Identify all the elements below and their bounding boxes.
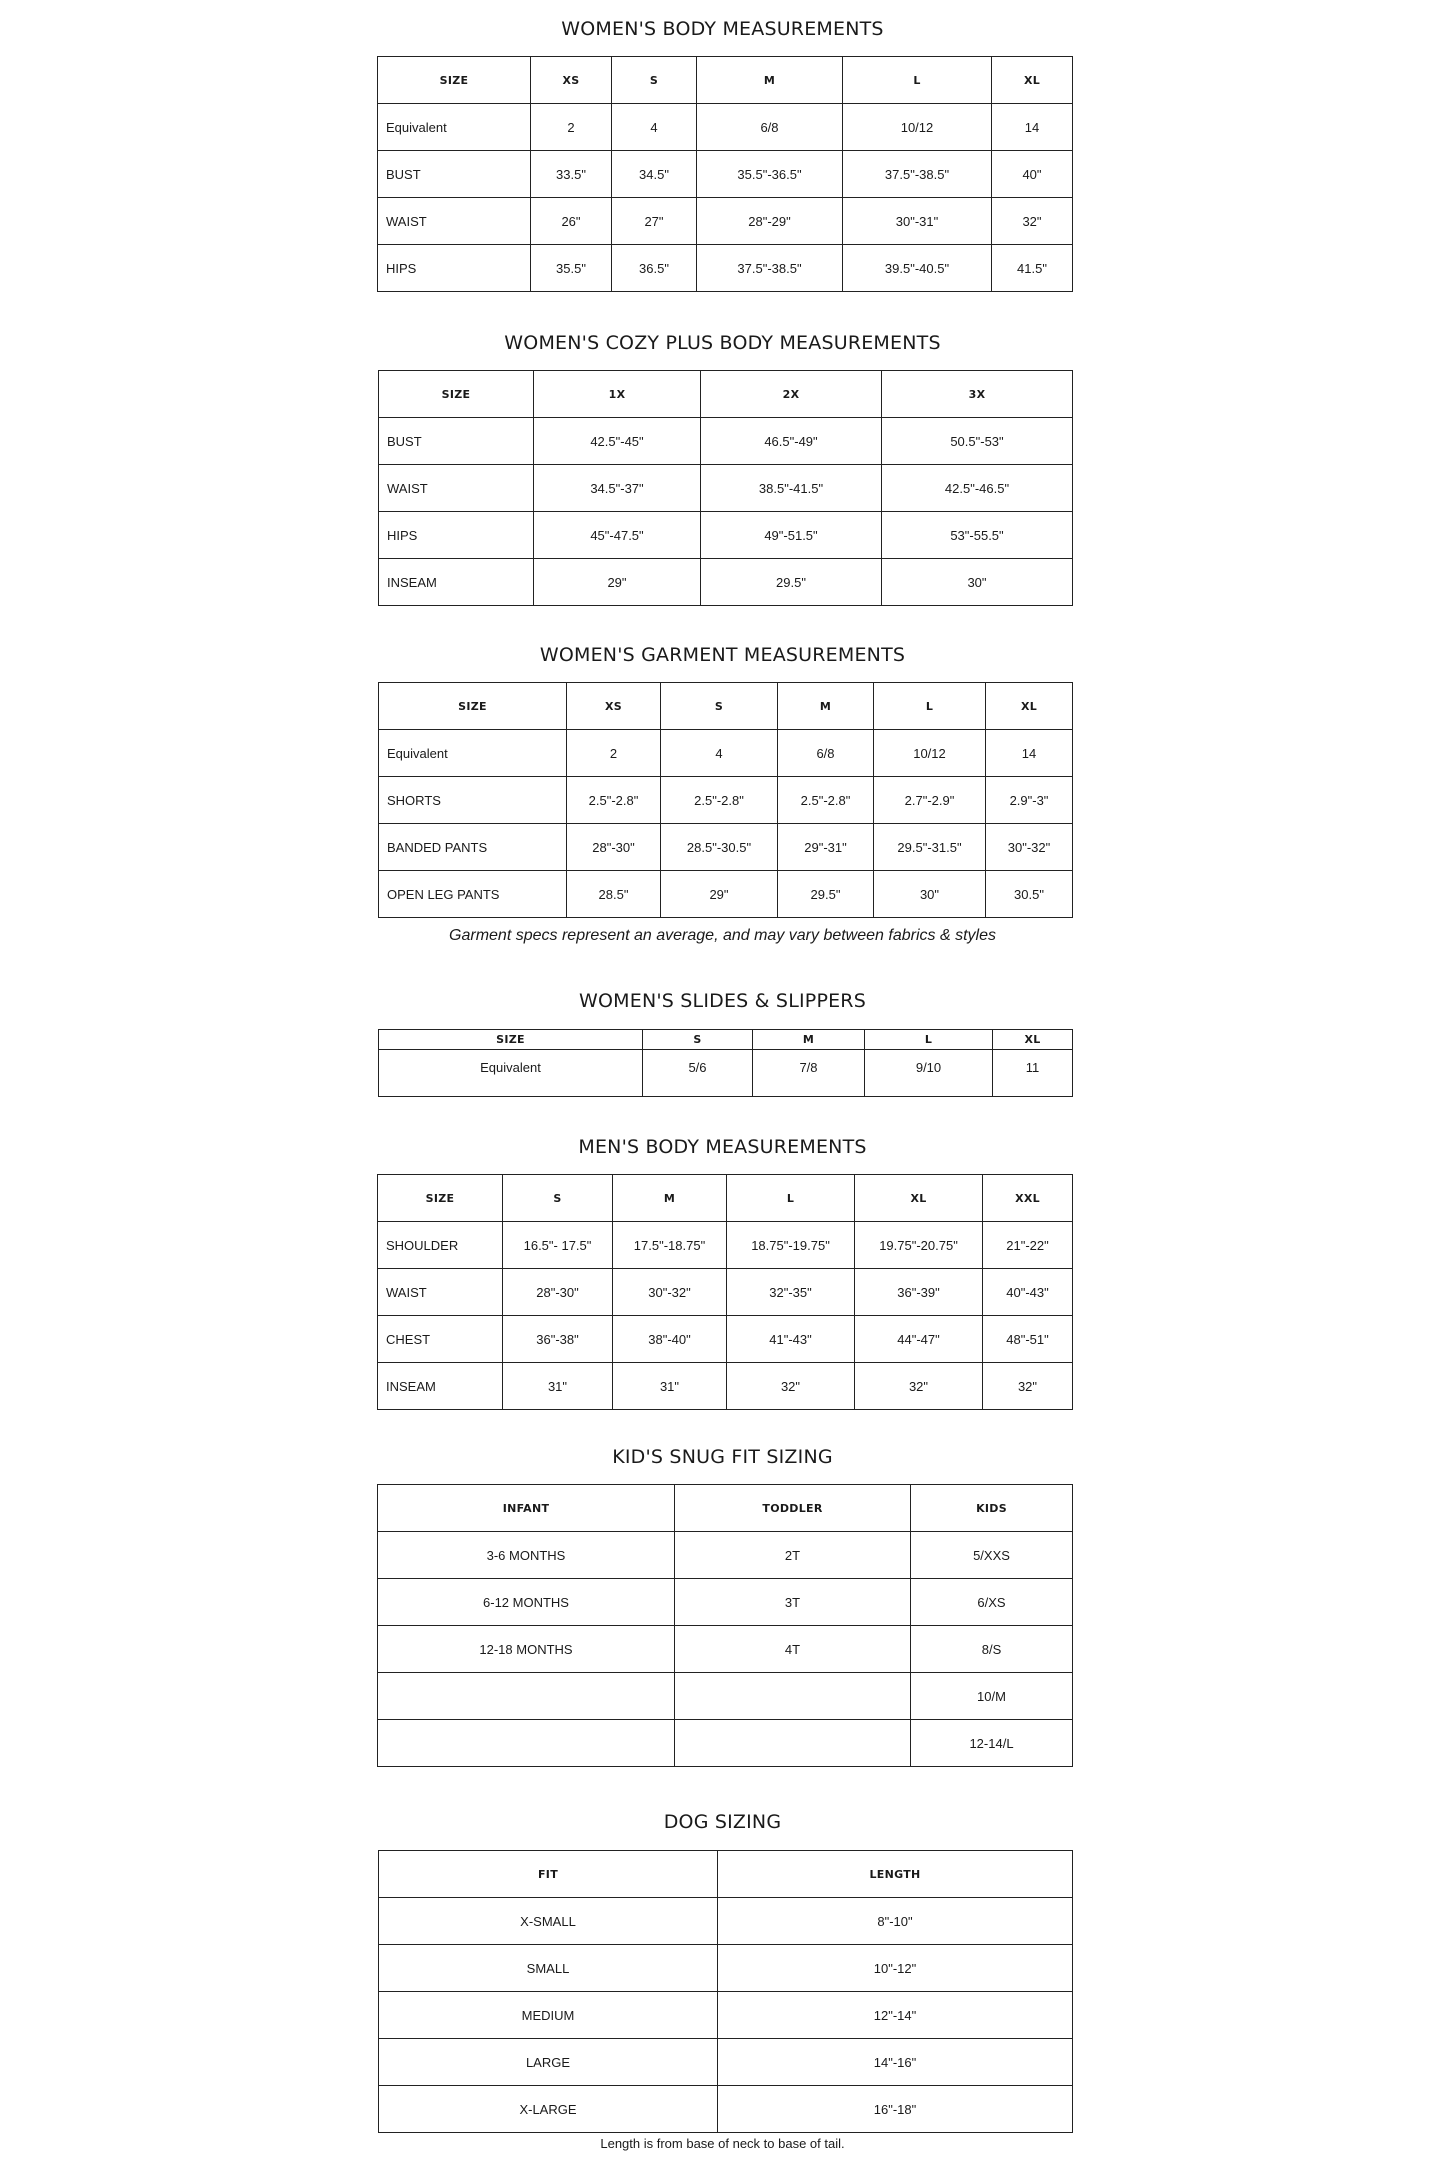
table-cell: 48"-51": [983, 1316, 1073, 1363]
table-cell: 10"-12": [718, 1945, 1073, 1992]
table-cell: 53"-55.5": [882, 512, 1073, 559]
table-cell: 17.5"-18.75": [613, 1222, 727, 1269]
column-header: L: [865, 1030, 993, 1050]
table-cell: [675, 1720, 911, 1767]
table-cell: 32": [992, 198, 1073, 245]
table-cell: 38.5"-41.5": [701, 465, 882, 512]
row-label: WAIST: [379, 465, 534, 512]
column-header: 2X: [701, 371, 882, 418]
table-cell: 5/6: [643, 1050, 753, 1097]
table-cell: 10/M: [911, 1673, 1073, 1720]
table-row: [379, 418, 1073, 465]
table-cell: [378, 1720, 675, 1767]
table-row: [379, 1050, 1073, 1097]
table-cell: [378, 1673, 675, 1720]
table-cell: 2.5"-2.8": [661, 777, 778, 824]
column-header: SIZE: [379, 1030, 643, 1050]
table-row: [378, 1720, 1073, 1767]
table-header-row: [379, 1030, 1073, 1050]
table-row: [379, 1898, 1073, 1945]
table-cell: 4: [661, 730, 778, 777]
table-cell: 3-6 MONTHS: [378, 1532, 675, 1579]
table-row: [378, 1269, 1073, 1316]
column-header: 3X: [882, 371, 1073, 418]
table-row: [378, 245, 1073, 292]
column-header: M: [778, 683, 874, 730]
column-header: XL: [993, 1030, 1073, 1050]
table-cell: 34.5"-37": [534, 465, 701, 512]
table-cell: 44"-47": [855, 1316, 983, 1363]
column-header: XXL: [983, 1175, 1073, 1222]
table-cell: 2.5"-2.8": [567, 777, 661, 824]
table-cell: 27": [612, 198, 697, 245]
table-row: [379, 559, 1073, 606]
row-label: OPEN LEG PANTS: [379, 871, 567, 918]
table-cell: 32": [855, 1363, 983, 1410]
section-title: MEN'S BODY MEASUREMENTS: [578, 1136, 867, 1158]
table-cell: 2: [567, 730, 661, 777]
column-header: M: [753, 1030, 865, 1050]
table-row: [378, 1626, 1073, 1673]
table-row: [378, 198, 1073, 245]
table-cell: 33.5": [531, 151, 612, 198]
row-label: CHEST: [378, 1316, 503, 1363]
table-cell: 21"-22": [983, 1222, 1073, 1269]
table-cell: 30"-32": [986, 824, 1073, 871]
row-label: WAIST: [378, 198, 531, 245]
row-label: BUST: [379, 418, 534, 465]
table-row: [378, 1673, 1073, 1720]
row-label: WAIST: [378, 1269, 503, 1316]
table-cell: 35.5": [531, 245, 612, 292]
table-cell: 14: [986, 730, 1073, 777]
table-cell: 38"-40": [613, 1316, 727, 1363]
row-label: INSEAM: [378, 1363, 503, 1410]
table-cell: 16.5"- 17.5": [503, 1222, 613, 1269]
table-cell: 41"-43": [727, 1316, 855, 1363]
table-cell: 40"-43": [983, 1269, 1073, 1316]
table-row: [379, 777, 1073, 824]
row-label: Equivalent: [379, 1050, 643, 1097]
section-title: WOMEN'S BODY MEASUREMENTS: [561, 18, 884, 40]
column-header: S: [612, 57, 697, 104]
kids-table: [377, 1484, 1073, 1767]
row-label: HIPS: [378, 245, 531, 292]
column-header: S: [643, 1030, 753, 1050]
table-cell: 37.5"-38.5": [843, 151, 992, 198]
table-cell: SMALL: [379, 1945, 718, 1992]
table-header-row: [378, 57, 1073, 104]
dog-note: Length is from base of neck to base of tail.: [600, 2136, 845, 2151]
row-label: SHORTS: [379, 777, 567, 824]
table-cell: 30"-31": [843, 198, 992, 245]
table-cell: 32"-35": [727, 1269, 855, 1316]
table-cell: 12"-14": [718, 1992, 1073, 2039]
column-header: M: [613, 1175, 727, 1222]
row-label: BANDED PANTS: [379, 824, 567, 871]
table-cell: 34.5": [612, 151, 697, 198]
table-cell: X-SMALL: [379, 1898, 718, 1945]
table-cell: 2.7"-2.9": [874, 777, 986, 824]
table-cell: 29.5"-31.5": [874, 824, 986, 871]
garment-note: Garment specs represent an average, and may vary between fabrics & styles: [449, 927, 996, 944]
section-title: KID'S SNUG FIT SIZING: [612, 1446, 833, 1468]
table-cell: 42.5"-45": [534, 418, 701, 465]
table-cell: 2.9"-3": [986, 777, 1073, 824]
table-cell: 6/8: [697, 104, 843, 151]
table-cell: 2T: [675, 1532, 911, 1579]
section-title: DOG SIZING: [663, 1811, 782, 1833]
table-cell: 29": [661, 871, 778, 918]
dog-table: [378, 1850, 1073, 2133]
womens-body-table: [377, 56, 1073, 292]
table-cell: 28"-29": [697, 198, 843, 245]
row-label: BUST: [378, 151, 531, 198]
table-cell: 10/12: [843, 104, 992, 151]
table-cell: 10/12: [874, 730, 986, 777]
table-cell: 16"-18": [718, 2086, 1073, 2133]
column-header: LENGTH: [718, 1851, 1073, 1898]
table-cell: 28.5": [567, 871, 661, 918]
table-cell: 30.5": [986, 871, 1073, 918]
table-cell: 12-18 MONTHS: [378, 1626, 675, 1673]
table-cell: 4: [612, 104, 697, 151]
table-cell: 12-14/L: [911, 1720, 1073, 1767]
table-row: [379, 730, 1073, 777]
table-cell: 2.5"-2.8": [778, 777, 874, 824]
table-cell: 30": [874, 871, 986, 918]
table-cell: 19.75"-20.75": [855, 1222, 983, 1269]
table-header-row: [379, 683, 1073, 730]
table-cell: 32": [727, 1363, 855, 1410]
table-cell: 8"-10": [718, 1898, 1073, 1945]
table-cell: 2: [531, 104, 612, 151]
table-cell: 31": [613, 1363, 727, 1410]
column-header: XL: [986, 683, 1073, 730]
table-cell: 9/10: [865, 1050, 993, 1097]
mens-body-table: [377, 1174, 1073, 1410]
cozy-plus-table: [378, 370, 1073, 606]
table-header-row: [378, 1485, 1073, 1532]
table-row: [378, 1579, 1073, 1626]
column-header: SIZE: [378, 57, 531, 104]
table-cell: 6/8: [778, 730, 874, 777]
table-cell: 49"-51.5": [701, 512, 882, 559]
column-header: INFANT: [378, 1485, 675, 1532]
table-cell: X-LARGE: [379, 2086, 718, 2133]
table-cell: 29.5": [701, 559, 882, 606]
table-cell: 36.5": [612, 245, 697, 292]
table-row: [379, 1992, 1073, 2039]
table-row: [379, 824, 1073, 871]
table-cell: 39.5"-40.5": [843, 245, 992, 292]
column-header: L: [843, 57, 992, 104]
row-label: INSEAM: [379, 559, 534, 606]
table-cell: 45"-47.5": [534, 512, 701, 559]
table-cell: 29"-31": [778, 824, 874, 871]
table-header-row: [379, 1851, 1073, 1898]
section-title: WOMEN'S GARMENT MEASUREMENTS: [539, 644, 906, 666]
table-cell: [675, 1673, 911, 1720]
table-header-row: [378, 1175, 1073, 1222]
table-cell: 36"-39": [855, 1269, 983, 1316]
table-cell: 36"-38": [503, 1316, 613, 1363]
column-header: SIZE: [379, 683, 567, 730]
column-header: XL: [992, 57, 1073, 104]
table-cell: 37.5"-38.5": [697, 245, 843, 292]
table-cell: 6-12 MONTHS: [378, 1579, 675, 1626]
row-label: SHOULDER: [378, 1222, 503, 1269]
table-cell: 28"-30": [503, 1269, 613, 1316]
table-cell: 3T: [675, 1579, 911, 1626]
section-title: WOMEN'S SLIDES & SLIPPERS: [579, 990, 866, 1012]
table-row: [379, 871, 1073, 918]
column-header: XS: [567, 683, 661, 730]
column-header: TODDLER: [675, 1485, 911, 1532]
table-cell: 40": [992, 151, 1073, 198]
table-row: [379, 465, 1073, 512]
table-row: [378, 1222, 1073, 1269]
table-cell: 41.5": [992, 245, 1073, 292]
column-header: XS: [531, 57, 612, 104]
column-header: SIZE: [379, 371, 534, 418]
table-cell: 31": [503, 1363, 613, 1410]
table-row: [378, 151, 1073, 198]
column-header: S: [503, 1175, 613, 1222]
table-cell: 18.75"-19.75": [727, 1222, 855, 1269]
column-header: L: [874, 683, 986, 730]
table-header-row: [379, 371, 1073, 418]
table-cell: 32": [983, 1363, 1073, 1410]
table-row: [378, 104, 1073, 151]
row-label: HIPS: [379, 512, 534, 559]
table-cell: 35.5"-36.5": [697, 151, 843, 198]
table-cell: 50.5"-53": [882, 418, 1073, 465]
table-row: [378, 1316, 1073, 1363]
table-cell: 30": [882, 559, 1073, 606]
table-cell: 14"-16": [718, 2039, 1073, 2086]
column-header: 1X: [534, 371, 701, 418]
table-cell: 28.5"-30.5": [661, 824, 778, 871]
table-cell: LARGE: [379, 2039, 718, 2086]
column-header: FIT: [379, 1851, 718, 1898]
column-header: KIDS: [911, 1485, 1073, 1532]
column-header: M: [697, 57, 843, 104]
table-cell: 42.5"-46.5": [882, 465, 1073, 512]
table-cell: MEDIUM: [379, 1992, 718, 2039]
column-header: L: [727, 1175, 855, 1222]
table-row: [379, 1945, 1073, 1992]
section-title: WOMEN'S COZY PLUS BODY MEASUREMENTS: [504, 332, 941, 354]
column-header: XL: [855, 1175, 983, 1222]
column-header: SIZE: [378, 1175, 503, 1222]
table-cell: 6/XS: [911, 1579, 1073, 1626]
table-cell: 29.5": [778, 871, 874, 918]
table-cell: 5/XXS: [911, 1532, 1073, 1579]
table-row: [379, 2086, 1073, 2133]
table-cell: 29": [534, 559, 701, 606]
table-cell: 8/S: [911, 1626, 1073, 1673]
table-row: [379, 2039, 1073, 2086]
table-cell: 26": [531, 198, 612, 245]
table-row: [379, 512, 1073, 559]
table-cell: 14: [992, 104, 1073, 151]
table-cell: 46.5"-49": [701, 418, 882, 465]
row-label: Equivalent: [378, 104, 531, 151]
table-cell: 7/8: [753, 1050, 865, 1097]
table-cell: 30"-32": [613, 1269, 727, 1316]
table-cell: 4T: [675, 1626, 911, 1673]
table-row: [378, 1363, 1073, 1410]
garment-table: [378, 682, 1073, 918]
table-cell: 28"-30": [567, 824, 661, 871]
row-label: Equivalent: [379, 730, 567, 777]
slides-table: [378, 1029, 1073, 1097]
column-header: S: [661, 683, 778, 730]
table-row: [378, 1532, 1073, 1579]
table-cell: 11: [993, 1050, 1073, 1097]
